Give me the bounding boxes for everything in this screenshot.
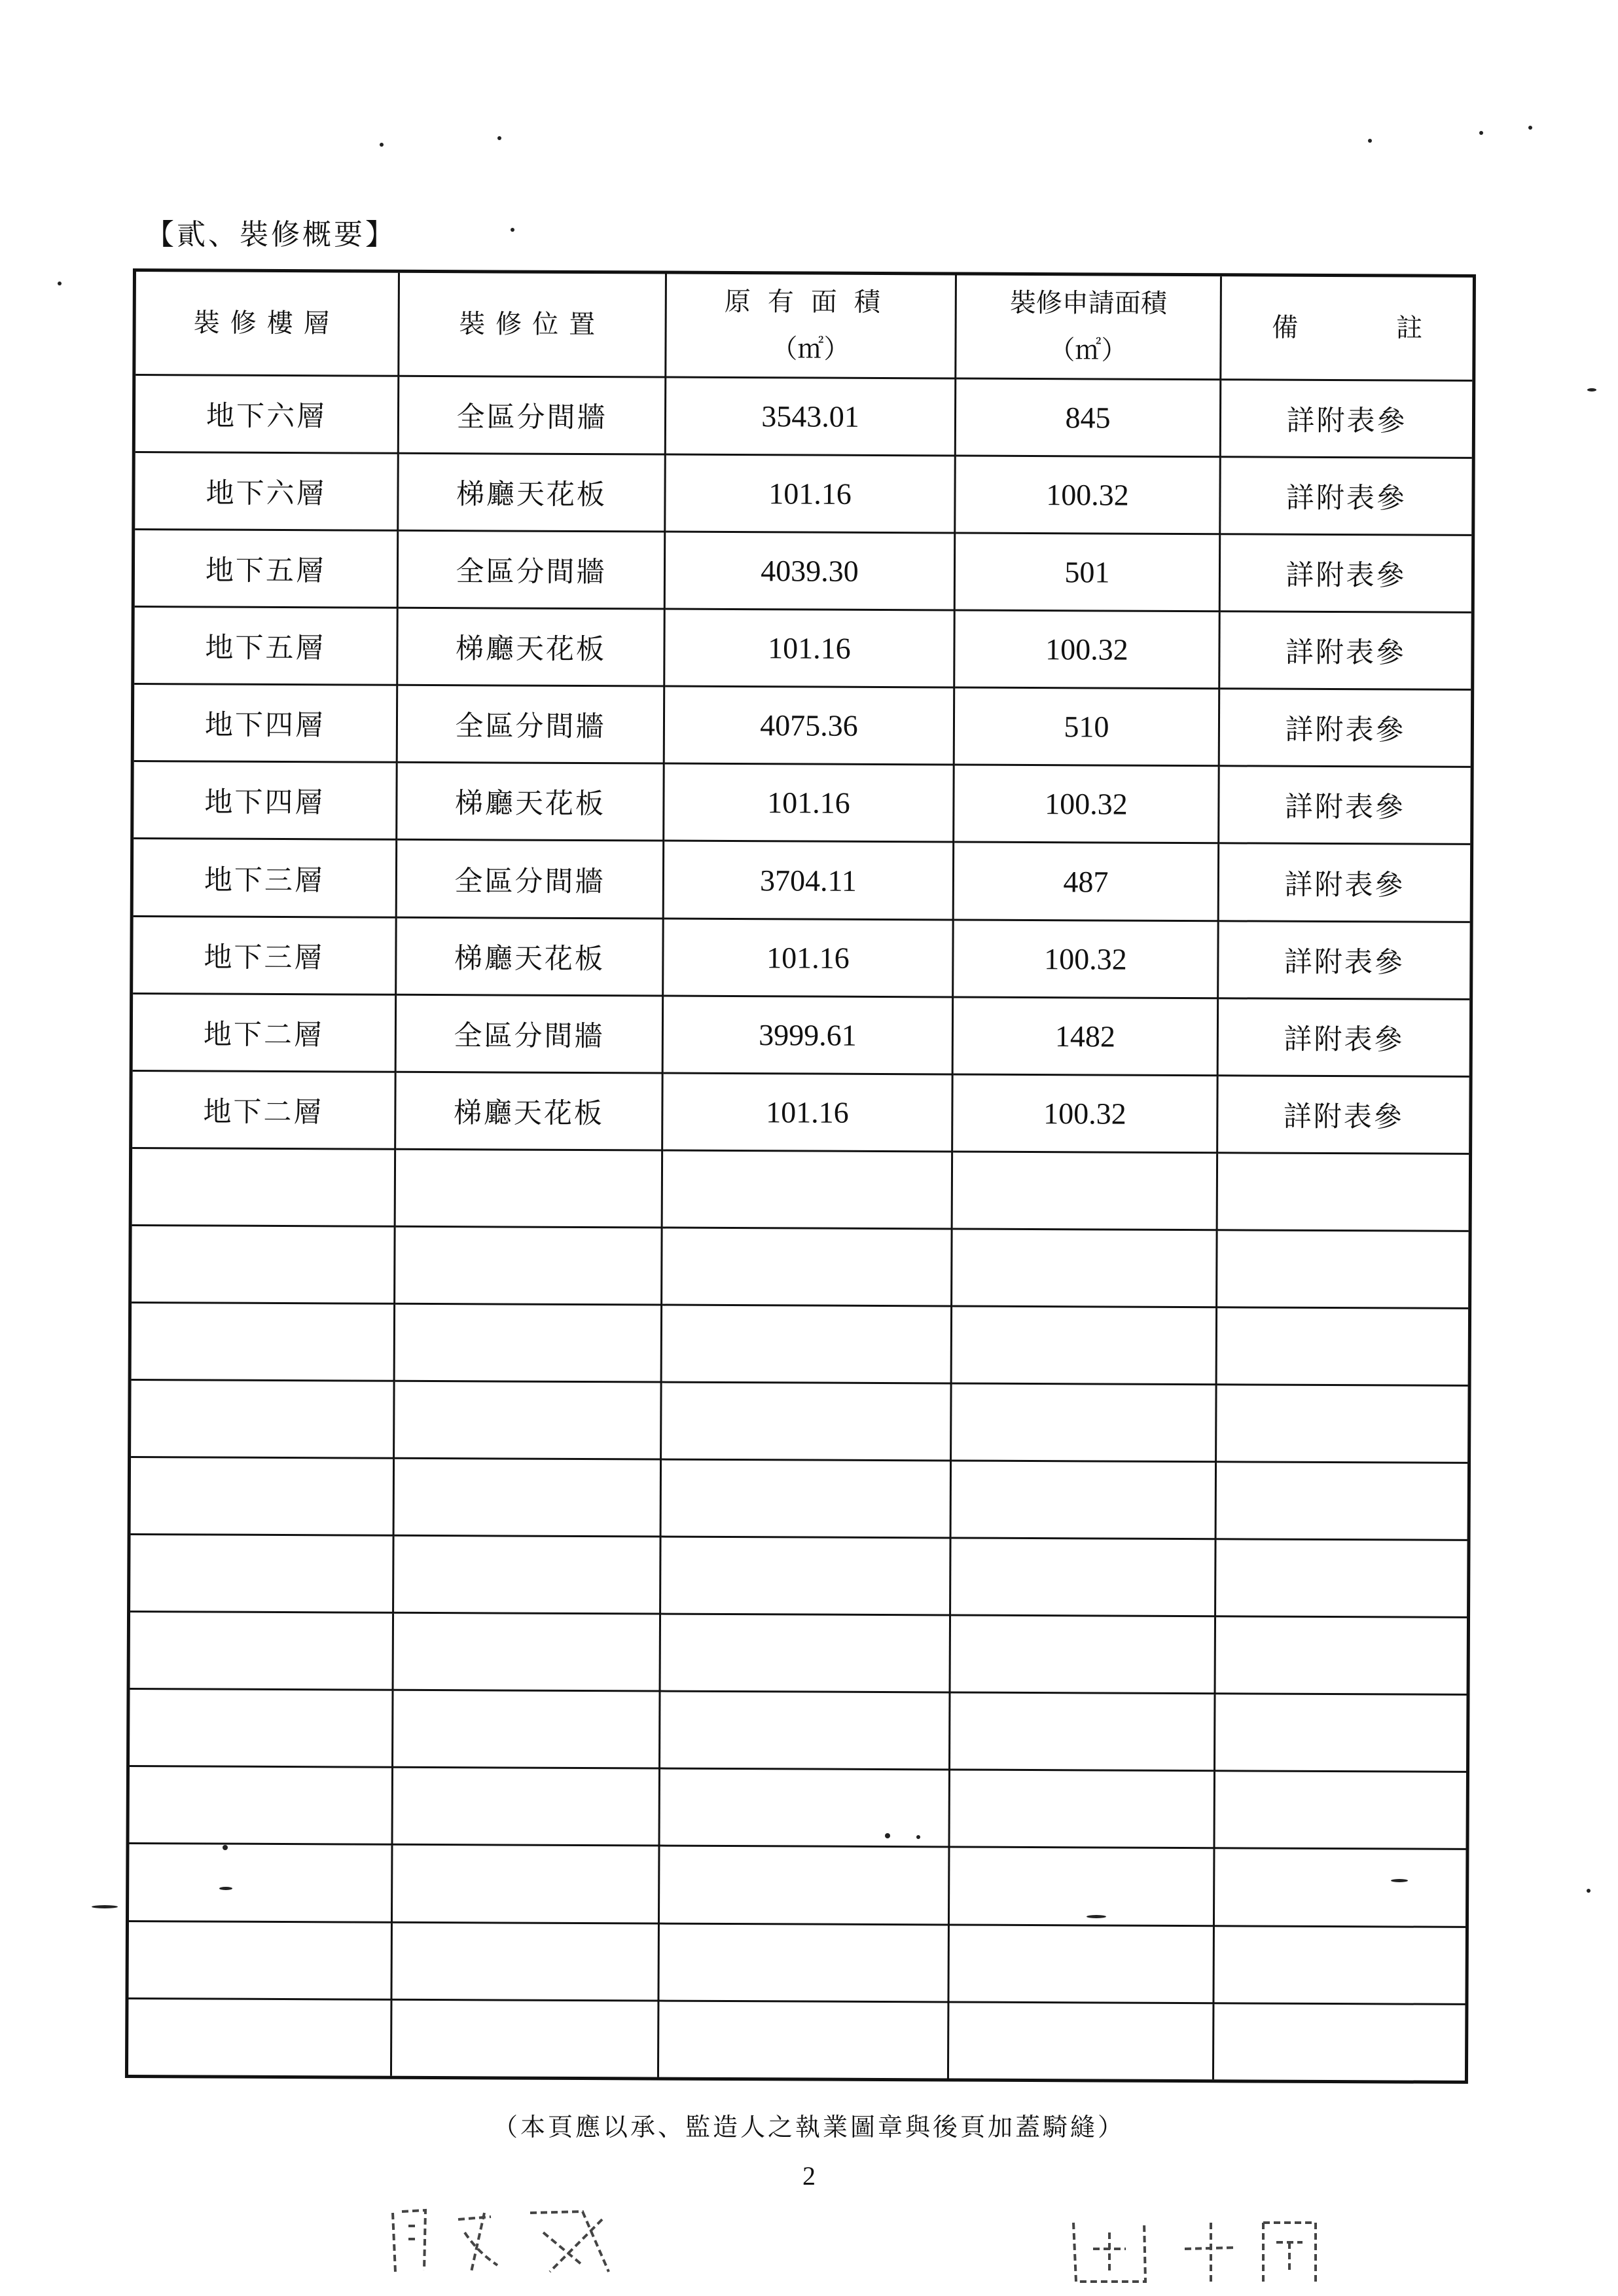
floor-cell: 地下六層	[135, 375, 399, 454]
empty-cell	[1213, 2003, 1465, 2081]
note-cell: 詳附表參	[1218, 920, 1470, 999]
header-location: 裝修位置	[399, 273, 666, 377]
empty-table-row	[130, 1535, 1467, 1618]
note-cell: 詳附表參	[1218, 843, 1470, 922]
applied-area-cell: 487	[953, 842, 1219, 920]
empty-cell	[391, 1845, 659, 1923]
floor-cell: 地下四層	[134, 684, 397, 763]
note-cell: 詳附表參	[1217, 1075, 1469, 1154]
empty-cell	[661, 1382, 952, 1461]
empty-cell	[1217, 1230, 1469, 1309]
empty-cell	[660, 1537, 951, 1615]
empty-cell	[1217, 1153, 1469, 1231]
empty-cell	[393, 1690, 660, 1769]
location-cell: 全區分間牆	[398, 376, 666, 454]
empty-table-row	[132, 1225, 1468, 1308]
location-cell: 梯廳天花板	[398, 453, 666, 532]
table-row	[134, 607, 1471, 690]
floor-cell: 地下五層	[134, 607, 397, 685]
empty-cell	[128, 1998, 391, 2076]
supervisor-seal-stamp	[1067, 2210, 1329, 2295]
empty-cell	[660, 1691, 950, 1770]
header-floor: 裝修樓層	[135, 272, 399, 376]
note-cell: 詳附表參	[1219, 766, 1471, 845]
header-note-char-2: 註	[1396, 313, 1423, 344]
footer-note: （本頁應以承、監造人之執業圖章與後頁加蓋騎縫）	[492, 2113, 1125, 2141]
table-row	[134, 839, 1470, 922]
original-area-cell: 101.16	[663, 919, 954, 997]
original-area-cell: 101.16	[662, 1073, 953, 1152]
floor-cell: 地下五層	[135, 530, 398, 608]
empty-table-row	[130, 1612, 1467, 1695]
empty-cell	[952, 1229, 1217, 1307]
empty-cell	[662, 1228, 952, 1306]
floor-cell: 地下四層	[134, 761, 397, 840]
floor-cell: 地下二層	[133, 993, 396, 1072]
empty-cell	[393, 1613, 660, 1692]
scan-speck	[223, 1845, 228, 1850]
empty-table-row	[130, 1766, 1466, 1850]
empty-cell	[1216, 1307, 1468, 1386]
scan-speck	[1587, 1889, 1591, 1893]
floor-cell: 地下三層	[133, 916, 396, 994]
applied-area-cell: 100.32	[955, 456, 1221, 534]
empty-cell	[393, 1458, 661, 1537]
empty-cell	[950, 1615, 1215, 1694]
table-row	[132, 1070, 1469, 1154]
empty-cell	[658, 1846, 949, 1925]
applied-area-cell: 845	[955, 378, 1221, 457]
empty-cell	[952, 1152, 1217, 1230]
empty-cell	[1215, 1462, 1467, 1540]
architect-seal-stamp	[386, 2193, 648, 2291]
scan-speck	[1528, 126, 1532, 130]
header-applied-area-label: 裝修申請面積	[1009, 287, 1167, 319]
empty-cell	[1216, 1385, 1468, 1463]
header-original-area-unit: （㎡）	[771, 334, 850, 365]
applied-area-cell: 100.32	[953, 920, 1219, 998]
empty-table-row	[129, 1844, 1465, 1927]
empty-cell	[394, 1303, 662, 1382]
original-area-cell: 3999.61	[662, 996, 953, 1074]
empty-cell	[948, 2002, 1214, 2080]
location-cell: 全區分間牆	[397, 685, 664, 764]
location-cell: 梯廳天花板	[397, 763, 664, 841]
empty-table-row	[128, 1921, 1465, 2004]
empty-cell	[132, 1225, 395, 1303]
location-cell: 全區分間牆	[395, 994, 663, 1073]
location-cell: 梯廳天花板	[397, 608, 665, 687]
floor-cell: 地下六層	[135, 452, 398, 531]
empty-cell	[394, 1381, 662, 1459]
empty-cell	[948, 1847, 1214, 1925]
original-area-cell: 4039.30	[664, 532, 955, 610]
table-row	[135, 375, 1472, 458]
empty-cell	[391, 1922, 659, 2001]
location-cell: 全區分間牆	[396, 840, 664, 919]
scan-speck	[1587, 388, 1596, 392]
note-cell: 詳附表參	[1217, 998, 1469, 1076]
original-area-cell: 3543.01	[665, 377, 956, 456]
empty-cell	[948, 1925, 1214, 2003]
empty-cell	[660, 1614, 950, 1692]
renovation-summary-table	[125, 268, 1476, 2084]
header-applied-area-unit: （㎡）	[1049, 335, 1128, 366]
empty-cell	[395, 1149, 662, 1228]
empty-cell	[131, 1380, 394, 1459]
scan-speck	[1479, 131, 1483, 135]
table-row	[135, 452, 1471, 536]
empty-cell	[129, 1844, 392, 1922]
empty-cell	[951, 1306, 1217, 1385]
table-row	[134, 684, 1471, 767]
empty-cell	[950, 1538, 1216, 1616]
applied-area-cell: 510	[954, 687, 1219, 766]
empty-table-row	[131, 1380, 1467, 1463]
note-cell: 詳附表參	[1220, 380, 1472, 458]
original-area-cell: 101.16	[664, 609, 955, 687]
empty-cell	[1215, 1616, 1467, 1695]
empty-cell	[130, 1612, 393, 1690]
empty-table-row	[131, 1457, 1467, 1540]
header-note-char-1: 備	[1272, 312, 1299, 343]
scan-speck	[511, 228, 514, 232]
empty-cell	[132, 1148, 395, 1226]
floor-cell: 地下二層	[132, 1070, 395, 1149]
scan-speck	[1368, 139, 1372, 143]
empty-cell	[1215, 1694, 1467, 1772]
original-area-cell: 101.16	[664, 763, 954, 842]
empty-cell	[950, 1461, 1216, 1539]
empty-cell	[1215, 1539, 1467, 1618]
table-row	[133, 993, 1469, 1076]
applied-area-cell: 100.32	[954, 610, 1220, 689]
empty-cell	[1214, 1771, 1466, 1850]
empty-cell	[130, 1689, 393, 1768]
empty-cell	[659, 1768, 950, 1847]
section-title: 【貳、裝修概要】	[145, 218, 397, 251]
empty-cell	[950, 1692, 1215, 1771]
empty-table-row	[130, 1689, 1466, 1772]
empty-cell	[393, 1535, 661, 1614]
location-cell: 全區分間牆	[397, 530, 665, 609]
table-row	[135, 530, 1471, 613]
empty-cell	[949, 1770, 1215, 1848]
note-cell: 詳附表參	[1219, 611, 1471, 690]
empty-cell	[662, 1150, 952, 1229]
table-header-row	[135, 272, 1473, 380]
scan-speck	[92, 1905, 118, 1908]
original-area-cell: 3704.11	[663, 841, 954, 920]
scan-speck	[916, 1835, 920, 1839]
applied-area-cell: 100.32	[954, 765, 1219, 843]
header-original-area-label: 原有面積	[724, 286, 897, 318]
header-original-area	[666, 274, 956, 378]
page-number: 2	[802, 2161, 816, 2191]
table-row	[133, 916, 1469, 999]
empty-cell	[130, 1535, 393, 1613]
empty-cell	[660, 1459, 951, 1538]
note-cell: 詳附表參	[1219, 534, 1471, 613]
empty-cell	[391, 1999, 658, 2077]
empty-cell	[1214, 1925, 1465, 2004]
scan-speck	[497, 136, 501, 140]
empty-cell	[951, 1383, 1217, 1462]
scan-speck	[1087, 1915, 1106, 1918]
scan-speck	[380, 143, 384, 147]
empty-cell	[131, 1457, 394, 1536]
scan-speck	[58, 282, 62, 285]
empty-table-row	[128, 1998, 1465, 2081]
applied-area-cell: 501	[954, 533, 1220, 611]
empty-cell	[658, 1923, 949, 2002]
empty-cell	[1214, 1848, 1465, 1927]
empty-cell	[128, 1921, 391, 1999]
location-cell: 梯廳天花板	[395, 1072, 663, 1150]
applied-area-cell: 100.32	[952, 1074, 1218, 1153]
scan-speck	[885, 1833, 890, 1838]
scan-speck	[1391, 1879, 1408, 1882]
location-cell: 梯廳天花板	[396, 917, 664, 996]
header-note	[1221, 276, 1473, 380]
applied-area-cell: 1482	[952, 997, 1218, 1076]
empty-cell	[661, 1305, 952, 1383]
empty-cell	[658, 2001, 948, 2079]
original-area-cell: 101.16	[665, 454, 956, 533]
empty-table-row	[132, 1302, 1468, 1385]
original-area-cell: 4075.36	[664, 686, 954, 765]
note-cell: 詳附表參	[1219, 689, 1471, 767]
floor-cell: 地下三層	[134, 839, 397, 917]
note-cell: 詳附表參	[1220, 457, 1472, 536]
empty-cell	[132, 1302, 395, 1381]
empty-cell	[392, 1768, 660, 1846]
header-applied-area	[956, 275, 1221, 379]
empty-cell	[130, 1766, 393, 1845]
empty-table-row	[132, 1148, 1469, 1231]
table-row	[134, 761, 1470, 845]
scan-speck	[219, 1887, 232, 1890]
empty-cell	[395, 1226, 662, 1305]
